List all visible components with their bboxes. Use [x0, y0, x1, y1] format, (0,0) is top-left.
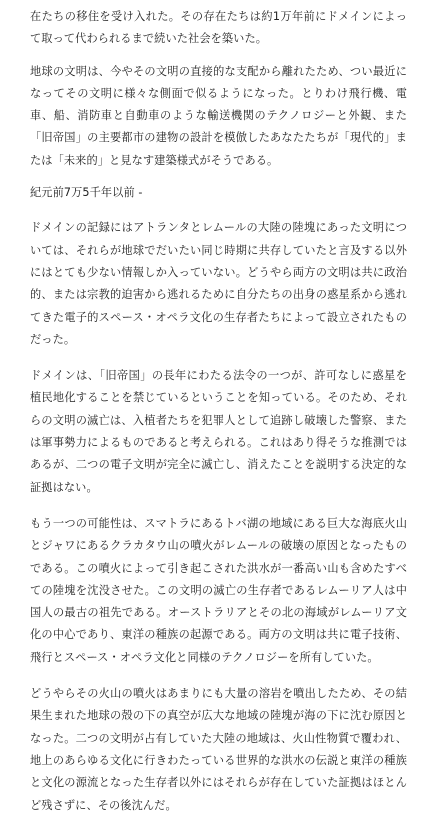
paragraph-4: ドメインは、「旧帝国」の長年にわたる法令の一つが、許可なしに惑星を植民地化することを禁じているということを知っている。そのため、それらの文明の滅亡は、入植者たちを犯罪人として追跡し破壊した警察、または軍事勢力によるものであると考えられる。これはあり得そうな推測ではあるが、二つの電子文明が完全に滅亡し、消えたことを説明する決定的な証拠はない。	[30, 369, 407, 494]
paragraph-1: 在たちの移住を受け入れた。その存在たちは約1万年前にドメインによって取って代わられるまで続いた社会を築いた。	[30, 10, 407, 46]
paragraph-2: 地球の文明は、今やその文明の直接的な支配から離れたため、つい最近になってその文明に様々な側面で似るようになった。とりわけ飛行機、電車、船、消防車と自動車のような輸送機関のテクノロジーと外観、また「旧帝国」の主要都市の建物の設計を模倣したあなたたちが「現代的」または「未来的」と見なす建築様式がそうである。	[30, 64, 407, 167]
paragraph-6: どうやらその火山の噴火はあまりにも大量の溶岩を噴出したため、その結果生まれた地球の殻の下の真空が広大な地域の陸塊が海の下に沈む原因となった。二つの文明が占有していた大陸の地域は、火山性物質で覆われ、地上のあらゆる文化に行きわたっている世界的な洪水の伝説と東洋の種族と文化の源流となった生存者以外にはそれらが存在していた証拠はほとんど残さずに、その後沈んだ。	[30, 687, 407, 812]
paragraph-5: もう一つの可能性は、スマトラにあるトバ湖の地域にある巨大な海底火山とジャワにあるクラカタウ山の噴火がレムールの破壊の原因となったものである。この噴火によって引き起こされた洪水が一番高い山も含めたすべての陸塊を沈没させた。この文明の滅亡の生存者であるレムーリア人は中国人の最古の祖先である。オーストラリアとその北の海域がレムーリア文化の中心であり、東洋の種族の起源である。両方の文明は共に電子技術、飛行とスペース・オペラ文化と同様のテクノロジーを所有していた。	[30, 516, 407, 664]
paragraph-3: ドメインの記録にはアトランタとレムールの大陸の陸塊にあった文明については、それらが地球でだいたい同じ時期に共存していたと言及する以外にはとても少ない情報しか入っていない。どうやら両方の文明は共に政治的、または宗教的迫害から逃れるために自分たちの出身の惑星系から逃れてきた電子的スペース・オペラ文化の生存者たちによって設立されたものだった。	[30, 221, 407, 346]
section-heading: 紀元前7万5千年以前 -	[30, 186, 143, 200]
